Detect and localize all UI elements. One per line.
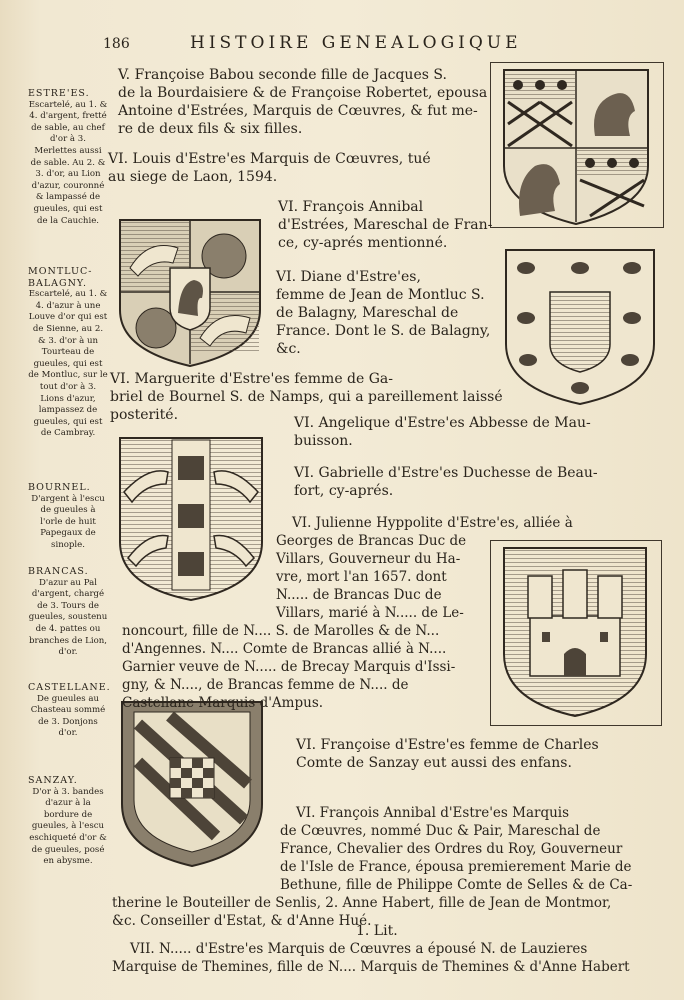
page-title: HISTOIRE GENEALOGIQUE xyxy=(190,33,522,53)
margin-note-brancas: BRANCAS. D'azur au Pal d'argent, chargé de 3. Tours de gueules, soustenu de 4. pattes ou branches de Lion, d'or. xyxy=(28,566,108,658)
entry-diane-estrees: VI. Diane d'Estre'es, femme de Jean de Montluc S. de Balagny, Mareschal de France. Dont le S. de Balagny, &c. xyxy=(276,269,491,357)
estrees-shield xyxy=(500,66,652,226)
entry-julienne-estrees: VI. Julienne Hyppolite d'Estre'es, alliée à Georges de Brancas Duc de Villars, Gouverneur du Ha- vre, mort l'an 1657. dont N..... de Brancas Duc de Villars, marié à N..... de Le- noncourt, fille de N.... S. de Marolles & de N... d'Angennes. N.... Comte de Brancas allié à N.... Garnier veuve de N..... de Brecay Marquis d'Issi- gny, & N...., de Brancas femme de N.... de Castellane Marquis d'Ampus. xyxy=(122,515,573,711)
margin-note-estrees: ESTRE'ES. Escartelé, au 1. & 4. d'argent, fretté de sable, au chef d'or à 3. Merlettes aussi de sable. Au 2. & 3. d'or, au Lion d'azur, couronné & lampassé de gueules, qui est de la Cauchie. xyxy=(28,88,108,226)
entry-n-estrees: VII. N..... d'Estre'es Marquis de Cœuvres a épousé N. de Lauzieres Marquise de Themines, fille de N.... Marquis de Themines & d'Anne Habert xyxy=(112,941,630,975)
entry-louis-estrees: VI. Louis d'Estre'es Marquis de Cœuvres, tué au siege de Laon, 1594. xyxy=(108,151,431,185)
margin-note-bournel: BOURNEL. D'argent à l'escu de gueules à l'orle de huit Papegaux de sinople. xyxy=(28,482,105,550)
montluc-balagny-shield xyxy=(118,218,262,368)
entry-angelique-estrees: VI. Angelique d'Estre'es Abbesse de Mau- buisson. xyxy=(294,415,591,449)
margin-note-montluc: MONTLUC-BALAGNY. Escartelé, au 1. & 4. d'azur à une Louve d'or qui est de Sienne, au 2. & 3. d'or à un Tourteau de gueules, qui est de Montluc, sur le tout d'or à 3. Lions d'azur, lampassez de gueules, qui est de Cambray. xyxy=(28,266,108,439)
entry-francois-annibal-marquis: VI. François Annibal d'Estre'es Marquis de Cœuvres, nommé Duc & Pair, Mareschal de France, Chevalier des Ordres du Roy, Gouverneur de l'Isle de France, épousa premierement Marie de Bethune, fille de Philippe Comte de Selles & de Ca- therine le Bouteiller de Senlis, 2. Anne Habert, fille de Jean de Montmor, &c. Conseiller d'Estat, & d'Anne Hué. xyxy=(112,805,633,929)
margin-note-sanzay: SANZAY. D'or à 3. bandes d'azur à la bordure de gueules, à l'escu eschiqueté d'or & de gueules, posé en abysme. xyxy=(28,775,107,867)
entry-francoise-babou: V. Françoise Babou seconde fille de Jacques S. de la Bourdaisiere & de Françoise Robertet, epousa Antoine d'Estrées, Marquis de Cœuvres, & fut me- re de deux fils & six filles. xyxy=(118,67,488,137)
lit-heading: 1. Lit. xyxy=(356,923,398,939)
entry-francois-annibal: VI. François Annibal d'Estrées, Mareschal de Fran- ce, cy-aprés mentionné. xyxy=(278,199,493,251)
entry-gabrielle-estrees: VI. Gabrielle d'Estre'es Duchesse de Beau- fort, cy-aprés. xyxy=(294,465,598,499)
bournel-shield xyxy=(504,248,656,406)
page-number: 186 xyxy=(103,36,130,52)
margin-note-castellane: CASTELLANE. De gueules au Chasteau sommé de 3. Donjons d'or. xyxy=(28,682,111,739)
entry-francoise-estrees: VI. Françoise d'Estre'es femme de Charles Comte de Sanzay eut aussi des enfans. xyxy=(296,737,599,771)
entry-marguerite-estrees: VI. Marguerite d'Estre'es femme de Ga- briel de Bournel S. de Namps, qui a pareillement laissé posterité. xyxy=(110,371,503,423)
